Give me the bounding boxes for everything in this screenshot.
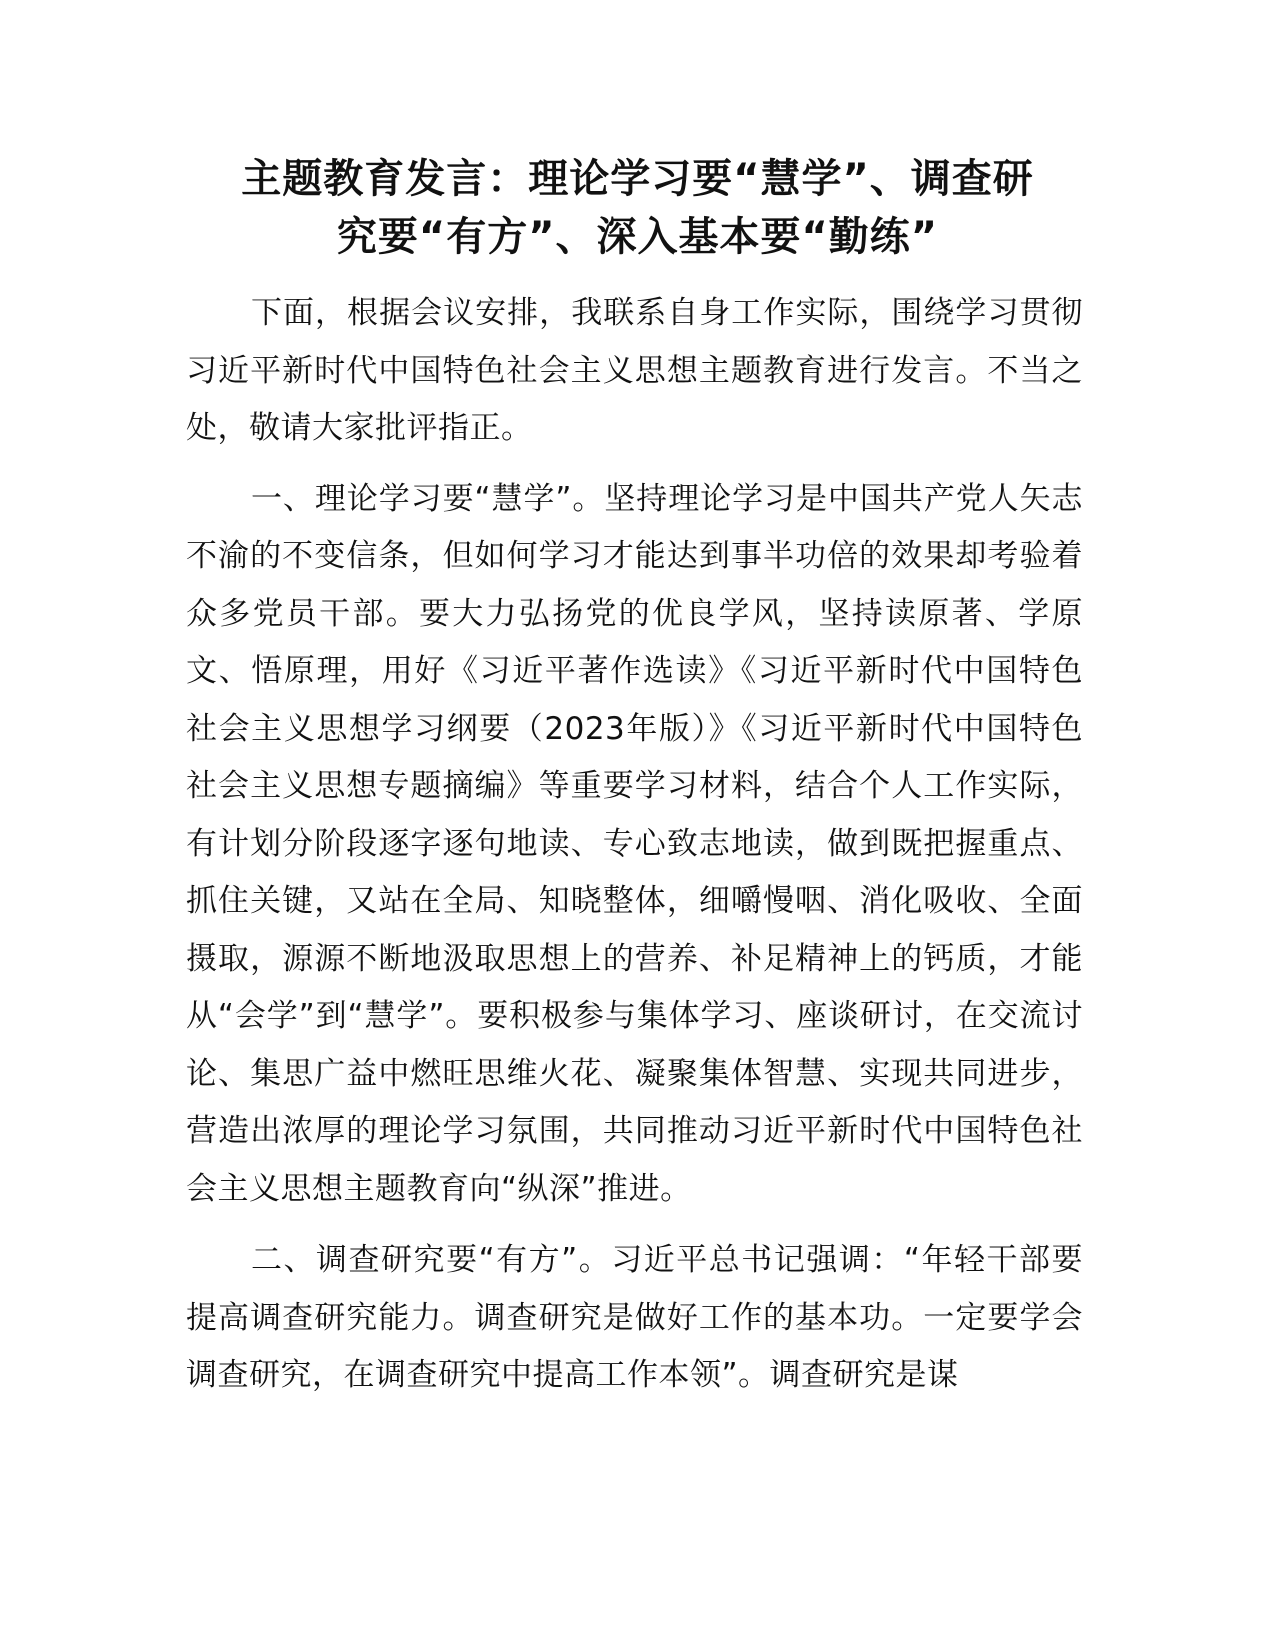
document-body	[186, 285, 1083, 1405]
document-title	[180, 150, 1095, 266]
title-line-1: 主题教育发言：理论学习要“慧学”、调查研	[241, 156, 1034, 202]
paragraph-investigation: 二、调查研究要“有方”。习近平总书记强调：“年轻干部要提高调查研究能力。调查研究是做好工作的基本功。一定要学会调查研究，在调查研究中提高工作本领”。调查研究是谋	[186, 1242, 1083, 1393]
paragraph-intro: 下面，根据会议安排，我联系自身工作实际，围绕学习贯彻习近平新时代中国特色社会主义思想主题教育进行发言。不当之处，敬请大家批评指正。	[186, 295, 1083, 446]
title-line-2: 究要“有方”、深入基本要“勤练”	[336, 214, 939, 260]
paragraph-theory-study: 一、理论学习要“慧学”。坚持理论学习是中国共产党人矢志不渝的不变信条，但如何学习才能达到事半功倍的效果却考验着众多党员干部。要大力弘扬党的优良学风，坚持读原著、学原文、悟原理，用好《习近平著作选读》《习近平新时代中国特色社会主义思想学习纲要（2023年版）》《习近平新时代中国特色社会主义思想专题摘编》等重要学习材料，结合个人工作实际，有计划分阶段逐字逐句地读、专心致志地读，做到既把握重点、抓住关键，又站在全局、知晓整体，细嚼慢咽、消化吸收、全面摄取，源源不断地汲取思想上的营养、补足精神上的钙质，才能从“会学”到“慧学”。要积极参与集体学习、座谈研讨，在交流讨论、集思广益中燃旺思维火花、凝聚集体智慧、实现共同进步，营造出浓厚的理论学习氛围，共同推动习近平新时代中国特色社会主义思想主题教育向“纵深”推进。	[186, 480, 1083, 1207]
